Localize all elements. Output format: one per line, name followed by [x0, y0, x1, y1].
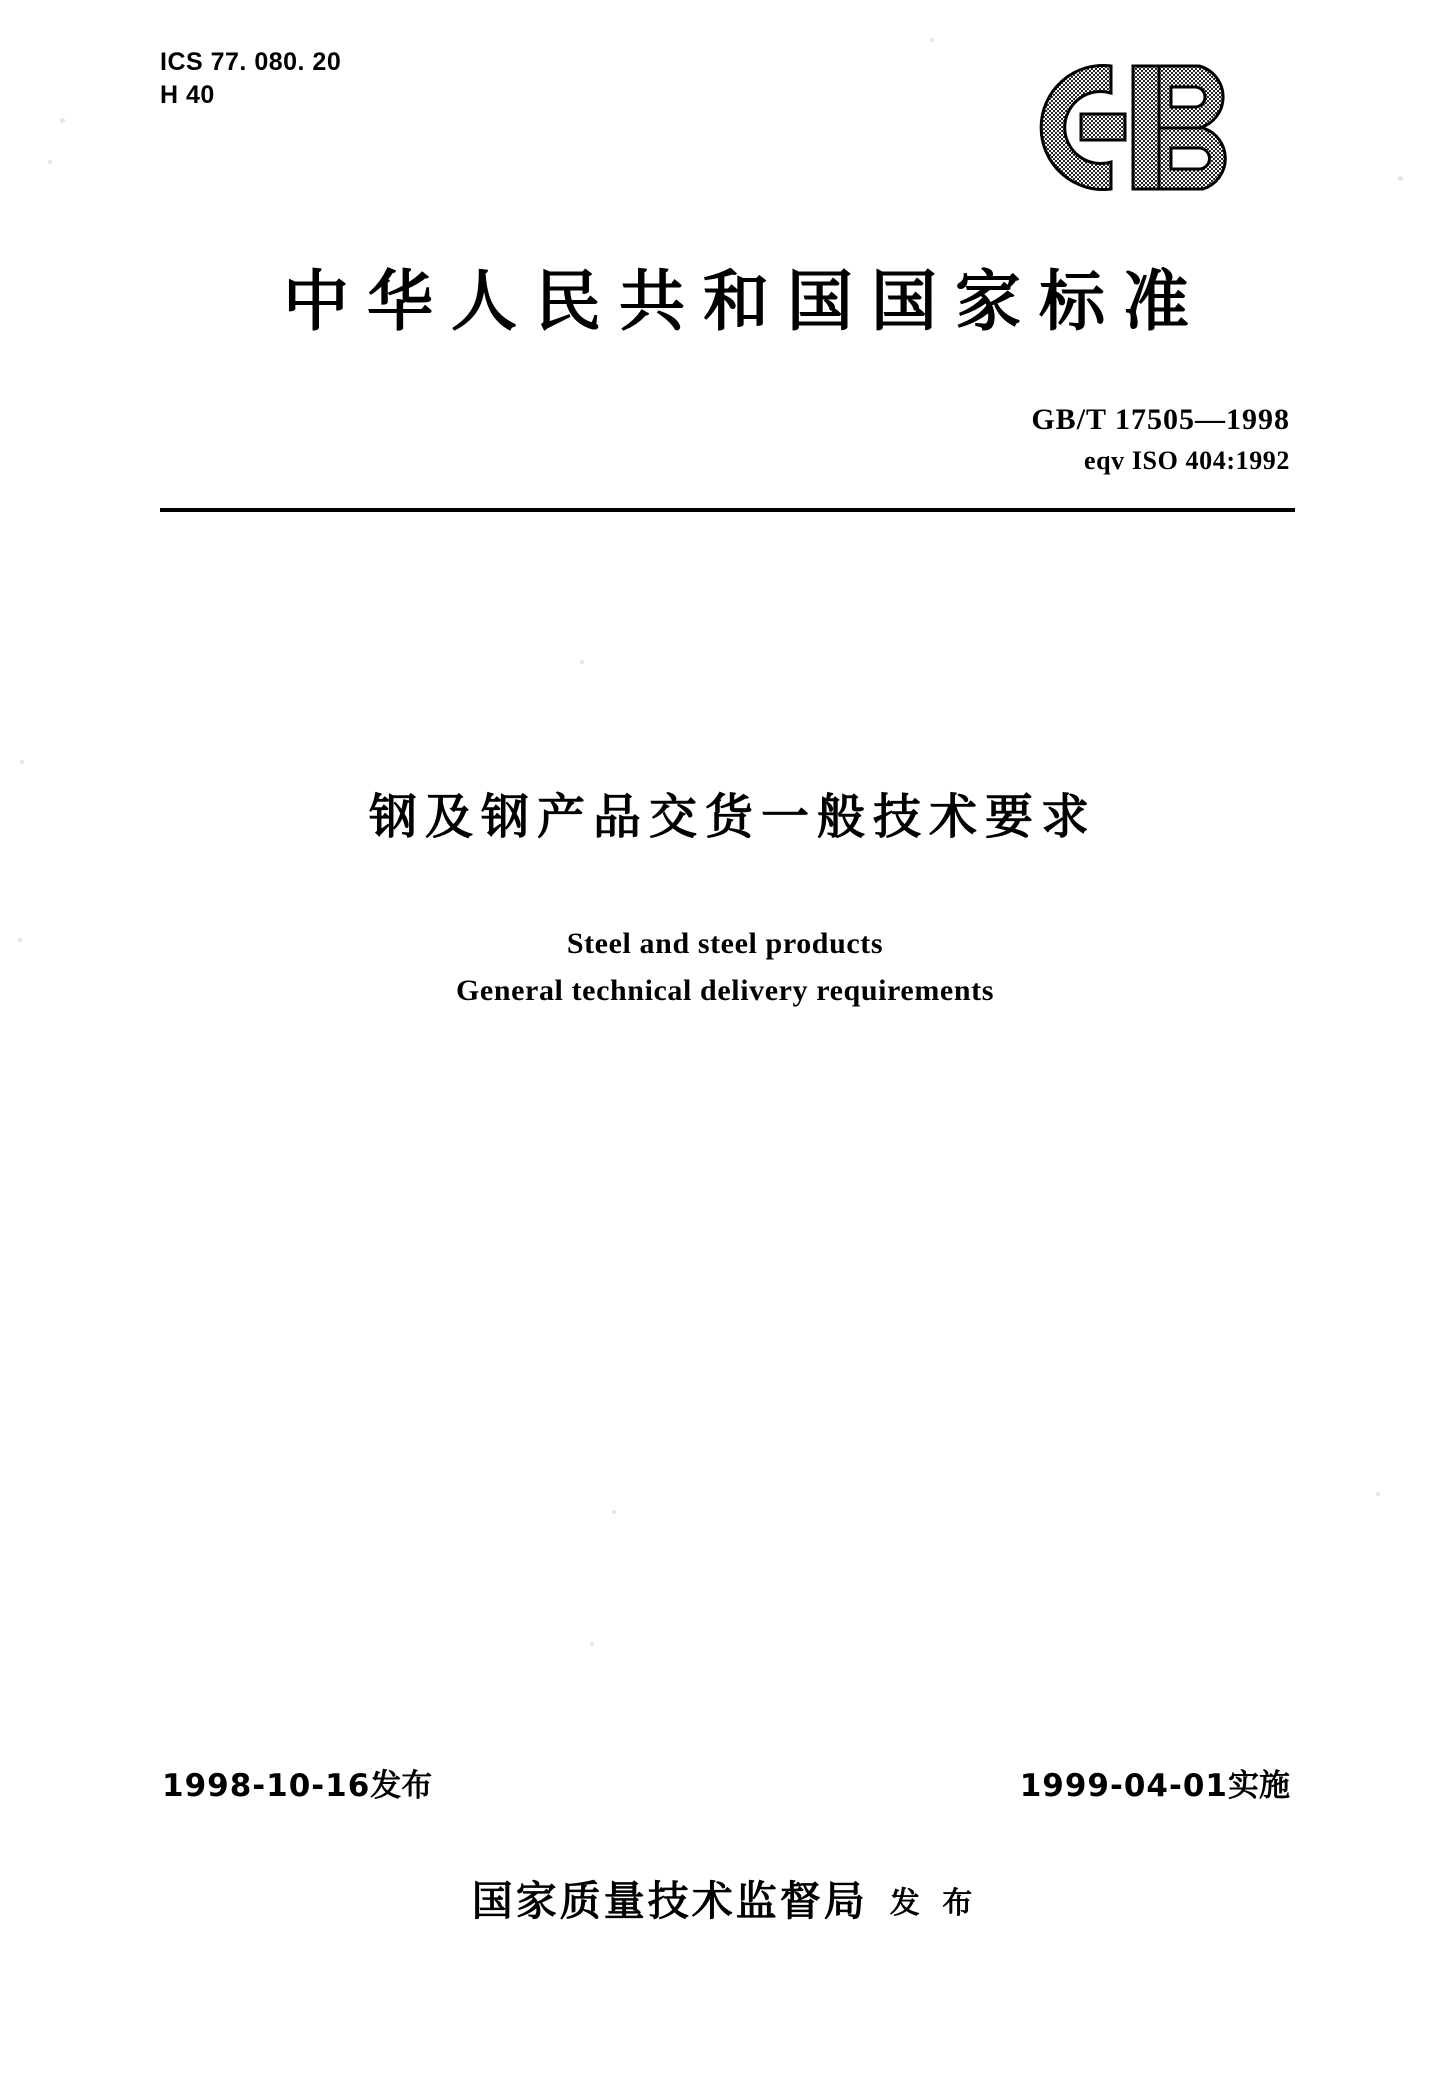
title-english-line-1: Steel and steel products: [566, 927, 884, 960]
issue-date-label: 发布: [370, 1768, 433, 1804]
publisher-block: [0, 1868, 1450, 1927]
ics-code: ICS 77. 080. 20: [160, 48, 342, 76]
title-english-line-2: General technical delivery requirements: [455, 974, 994, 1008]
scan-speck: [20, 760, 24, 764]
effective-date: 1999-04-01: [1019, 1768, 1228, 1804]
gb-emblem-icon: [985, 50, 1255, 205]
standard-codes: [1031, 398, 1290, 479]
ics-classification: [160, 46, 341, 112]
equivalent-standard-number: eqv ISO 404:1992: [1083, 445, 1290, 475]
scan-speck: [612, 1510, 616, 1514]
document-title-english: [0, 920, 1450, 1015]
scan-speck: [930, 38, 934, 42]
effective-date-block: [1020, 1760, 1290, 1805]
scan-speck: [580, 660, 584, 664]
scan-speck: [48, 160, 52, 164]
publisher-verb: 发 布: [889, 1886, 979, 1921]
national-standard-heading: 中华人民共和国国家标准: [283, 263, 1207, 340]
publisher-name: 国家质量技术监督局: [471, 1877, 868, 1925]
scan-speck: [18, 938, 22, 942]
scan-speck: [590, 1642, 594, 1646]
issue-date: 1998-10-16: [162, 1768, 371, 1804]
document-title-chinese: 钢及钢产品交货一般技术要求: [368, 789, 1097, 845]
issue-date-block: [162, 1760, 432, 1805]
scan-speck: [1398, 176, 1403, 181]
effective-date-label: 实施: [1228, 1768, 1290, 1804]
scan-speck: [60, 118, 65, 123]
scan-speck: [1376, 1492, 1380, 1496]
standard-number: GB/T 17505—1998: [1031, 403, 1290, 436]
header-divider: [160, 508, 1295, 512]
ics-category-code: H 40: [160, 81, 215, 109]
